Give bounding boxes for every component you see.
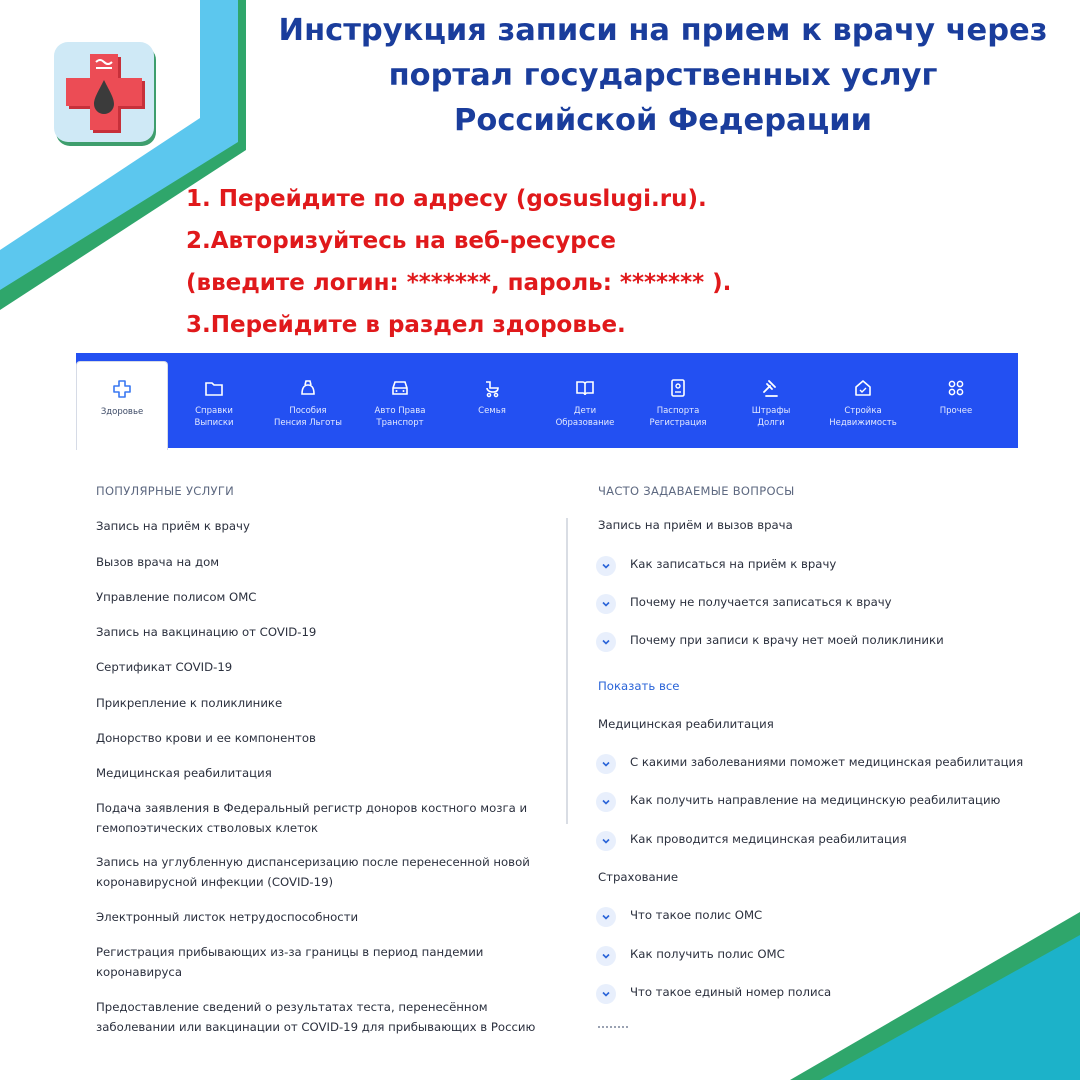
chevron-down-icon xyxy=(596,792,616,812)
passport-icon xyxy=(667,377,689,399)
service-link[interactable]: Запись на вакцинацию от COVID-19 xyxy=(96,625,317,639)
gavel-icon xyxy=(760,377,782,399)
faq-question-text: Как проводится медицинская реабилитация xyxy=(630,832,907,846)
chevron-down-icon xyxy=(596,946,616,966)
medical-cross-logo xyxy=(52,40,160,148)
step-2-detail: (введите логин: *******, пароль: ******* ). xyxy=(186,270,732,296)
tab-realty[interactable] xyxy=(816,353,910,448)
service-link[interactable]: Медицинская реабилитация xyxy=(96,766,272,780)
tab-fines[interactable] xyxy=(724,353,818,448)
faq-question-text: Как получить направление на медицинскую реабилитацию xyxy=(630,793,1001,807)
service-link[interactable]: Управление полисом ОМС xyxy=(96,590,257,604)
chevron-down-icon xyxy=(596,594,616,614)
tab-label: Справки Выписки xyxy=(194,406,234,428)
service-link[interactable]: Сертификат COVID-19 xyxy=(96,660,233,674)
tab-auto[interactable] xyxy=(353,353,447,448)
faq-question-text: Что такое полис ОМС xyxy=(630,908,763,922)
tab-label: Авто Права Транспорт xyxy=(374,406,426,428)
page-title xyxy=(238,8,1080,143)
tab-label: Стройка Недвижимость xyxy=(829,406,897,428)
truncated-content xyxy=(598,1026,628,1031)
tab-label: Пособия Пенсия Льготы xyxy=(274,406,342,428)
tab-label: Штрафы Долги xyxy=(751,406,791,428)
chevron-down-icon xyxy=(596,754,616,774)
service-link[interactable]: Предоставление сведений о результатах теста, перенесённом заболевании или вакцинации от COVID-19 для прибывающих в Россию xyxy=(96,1000,536,1034)
title-line-1: Инструкция записи на прием к врачу через xyxy=(278,13,1048,48)
car-icon xyxy=(389,377,411,399)
book-icon xyxy=(574,377,596,399)
chevron-down-icon xyxy=(596,831,616,851)
faq-group-title: Запись на приём и вызов врача xyxy=(598,518,793,532)
column-divider xyxy=(566,518,568,824)
faq-group-title: Медицинская реабилитация xyxy=(598,717,774,731)
faq-question-text: С какими заболеваниями поможет медицинская реабилитация xyxy=(630,755,1024,769)
faq-question-text: Как записаться на приём к врачу xyxy=(630,557,837,571)
tab-other[interactable] xyxy=(909,353,1003,448)
category-nav xyxy=(76,353,1018,448)
folder-icon xyxy=(203,377,225,399)
tab-label: Семья xyxy=(478,406,506,416)
tab-label: Дети Образование xyxy=(555,406,615,428)
service-link[interactable]: Прикрепление к поликлинике xyxy=(96,696,283,710)
faq-group-title: Страхование xyxy=(598,870,679,884)
service-link[interactable]: Вызов врача на дом xyxy=(96,555,220,569)
house-icon xyxy=(852,377,874,399)
tab-benefits[interactable] xyxy=(261,353,355,448)
service-link[interactable]: Подача заявления в Федеральный регистр доноров костного мозга и гемопоэтических стволовых клеток xyxy=(96,801,528,835)
chevron-down-icon xyxy=(596,632,616,652)
chevron-down-icon xyxy=(596,984,616,1004)
faq-heading: ЧАСТО ЗАДАВАЕМЫЕ ВОПРОСЫ xyxy=(598,484,795,498)
chevron-down-icon xyxy=(596,907,616,927)
tab-family[interactable] xyxy=(445,353,539,448)
title-line-2: портал государственных услуг xyxy=(388,58,938,93)
health-cross-icon xyxy=(111,378,133,400)
tab-passports[interactable] xyxy=(631,353,725,448)
wallet-bag-icon xyxy=(297,377,319,399)
tab-label: Паспорта Регистрация xyxy=(649,406,707,428)
tab-health[interactable] xyxy=(76,361,168,450)
faq-question-text: Почему при записи к врачу нет моей поликлиники xyxy=(630,633,944,647)
grid-icon xyxy=(945,377,967,399)
tab-children[interactable] xyxy=(538,353,632,448)
tab-label: Прочее xyxy=(939,406,973,416)
faq-question-text: Что такое единый номер полиса xyxy=(630,985,832,999)
service-link[interactable]: Регистрация прибывающих из-за границы в период пандемии коронавируса xyxy=(96,945,484,979)
step-3: 3.Перейдите в раздел здоровье. xyxy=(186,312,626,338)
step-1: 1. Перейдите по адресу (gosuslugi.ru). xyxy=(186,186,707,212)
tab-label: Здоровье xyxy=(100,407,144,417)
instruction-steps xyxy=(186,178,731,346)
chevron-down-icon xyxy=(596,556,616,576)
faq-question-text: Как получить полис ОМС xyxy=(630,947,785,961)
tab-certificates[interactable] xyxy=(167,353,261,448)
service-link[interactable]: Запись на углубленную диспансеризацию после перенесенной новой коронавирусной инфекции (COVID-19) xyxy=(96,855,530,889)
stroller-icon xyxy=(481,377,503,399)
service-link[interactable]: Запись на приём к врачу xyxy=(96,519,250,533)
service-link[interactable]: Электронный листок нетрудоспособности xyxy=(96,910,359,924)
title-line-3: Российской Федерации xyxy=(454,103,872,138)
faq-question-text: Почему не получается записаться к врачу xyxy=(630,595,892,609)
show-all-link[interactable]: Показать все xyxy=(598,679,680,693)
step-2: 2.Авторизуйтесь на веб-ресурсе xyxy=(186,228,616,254)
service-link[interactable]: Донорство крови и ее компонентов xyxy=(96,731,316,745)
popular-services-heading: ПОПУЛЯРНЫЕ УСЛУГИ xyxy=(96,484,235,498)
